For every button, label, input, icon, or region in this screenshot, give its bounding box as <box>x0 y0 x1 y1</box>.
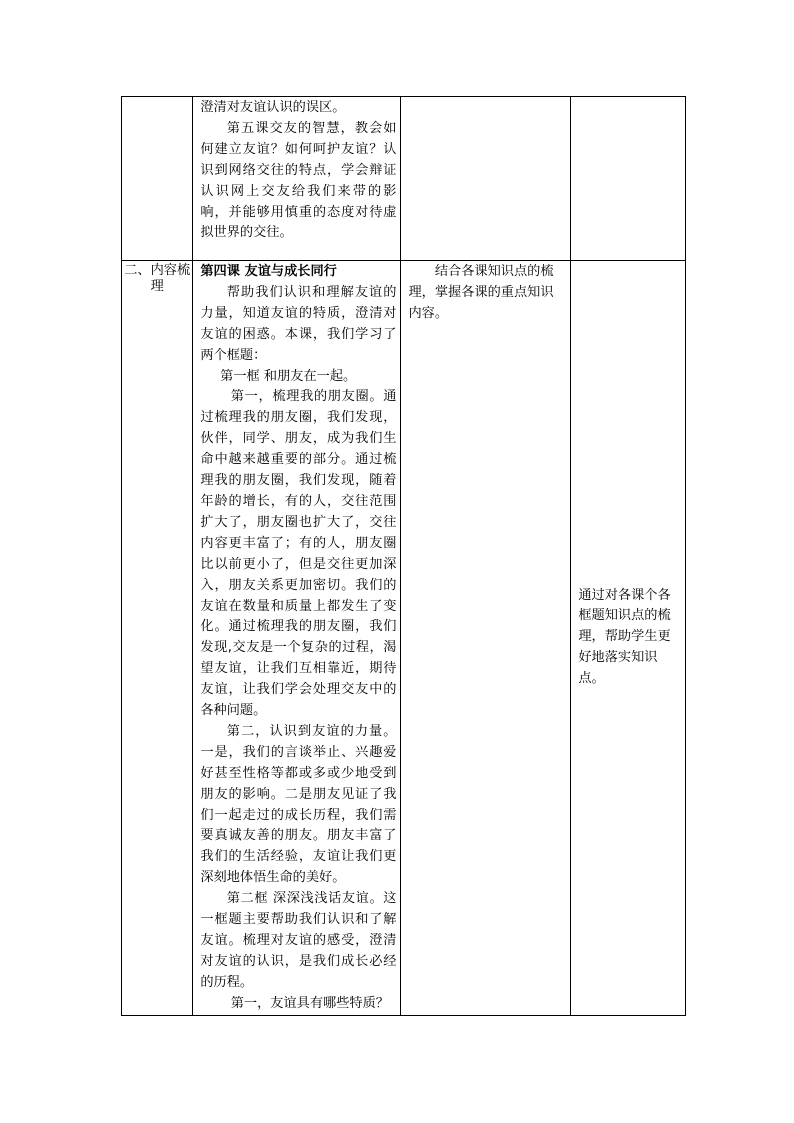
content-paragraph: 帮助我们认识和理解友谊的力量，知道友谊的特质，澄清对友谊的困惑。本课，我们学习了两个框题： <box>200 284 397 363</box>
method-cell <box>401 261 571 1016</box>
content-paragraph: 第二框 深深浅浅话友谊。这一框题主要帮助我们认识和了解友谊。梳理对友谊的感受，澄清对友谊的认识，是我们成长必经的历程。 <box>200 891 397 990</box>
content-cell <box>193 261 401 1016</box>
category-label: 二、内容梳理 <box>124 263 191 294</box>
method-cell <box>401 97 571 261</box>
table-row <box>122 97 686 261</box>
content-paragraph: 第二，认识到友谊的力量。一是，我们的言谈举止、兴趣爱好甚至性格等都或多或少地受到朋友的影响。二是朋友见证了我们一起走过的成长历程，我们需要真诚友善的朋友。朋友丰富了我们的生活经验，友谊让我们更深刻地体悟生命的美好。 <box>200 723 397 886</box>
method-text: 结合各课知识点的梳理，掌握各课的重点知识内容。 <box>408 264 554 321</box>
lesson-title: 第四课 友谊与成长同行 <box>200 264 337 279</box>
table-row <box>122 261 686 1016</box>
content-cell <box>193 97 401 261</box>
category-cell <box>122 97 193 261</box>
content-paragraph: 澄清对友谊认识的误区。 <box>200 100 346 115</box>
note-cell <box>571 97 686 261</box>
content-paragraph: 第一框 和朋友在一起。 <box>220 368 357 384</box>
lesson-plan-table <box>121 96 686 1016</box>
content-paragraph: 第一，友谊具有哪些特质？ <box>230 995 389 1011</box>
note-text: 通过对各课个各框题知识点的梳理，帮助学生更好地落实知识点。 <box>578 587 671 687</box>
note-cell <box>571 261 686 1016</box>
category-cell <box>122 261 193 1016</box>
content-paragraph: 第五课交友的智慧，教会如何建立友谊？如何呵护友谊？认识到网络交往的特点，学会辩证认识网上交友给我们来带的影响，并能够用慎重的态度对待虚拟世界的交往。 <box>200 120 397 241</box>
content-paragraph: 第一，梳理我的朋友圈。通过梳理我的朋友圈，我们发现，伙伴，同学、朋友，成为我们生命中越来越重要的部分。通过梳理我的朋友圈，我们发现，随着年龄的增长，有的人，交往范围扩大了，朋友圈也扩大了，交往内容更丰富了；有的人，朋友圈比以前更小了，但是交往更加深入，朋友关系更加密切。我们的友谊在数量和质量上都发生了变化。通过梳理我的朋友圈，我们发现,交友是一个复杂的过程，渴望友谊，让我们互相靠近，期待友谊，让我们学会处理交友中的各种问题。 <box>200 389 397 719</box>
